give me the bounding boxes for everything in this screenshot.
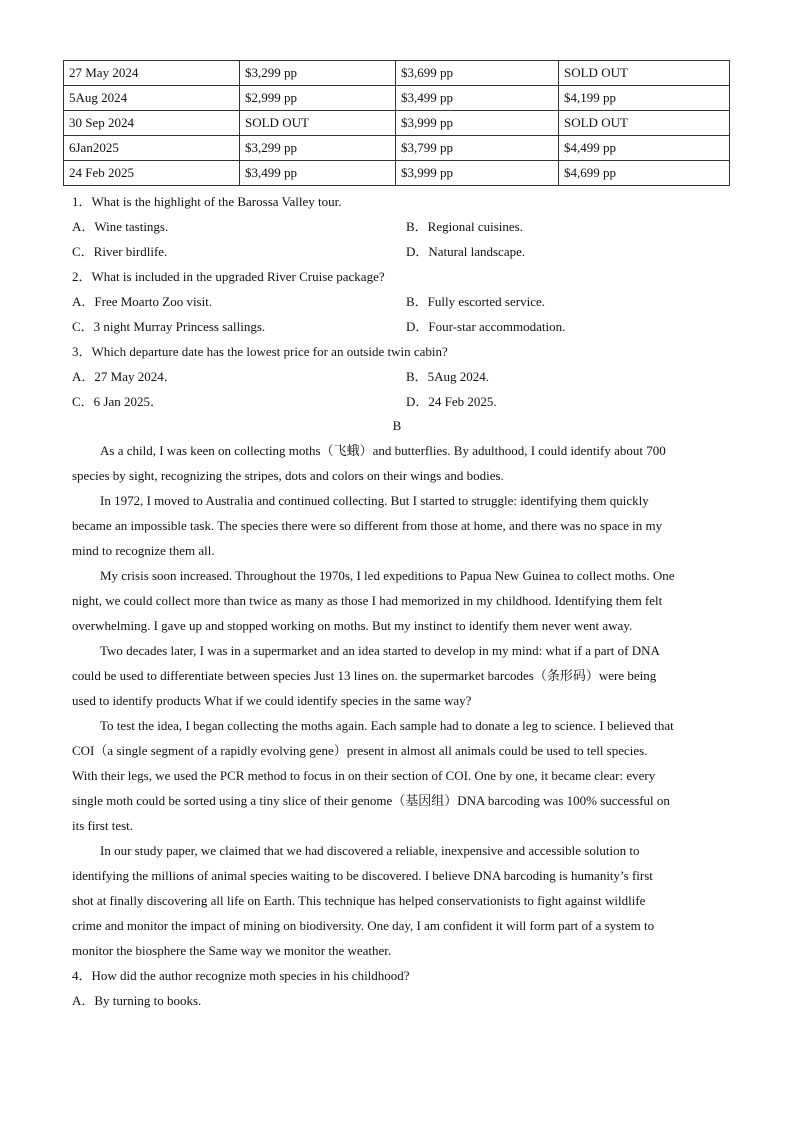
- table-cell-date: 30 Sep 2024: [64, 111, 240, 136]
- passage-line: crime and monitor the impact of mining on biodiversity. One day, I am confident it will form part of a system to: [72, 918, 655, 933]
- question-2-option-a: A．Free Moarto Zoo visit.: [72, 294, 213, 309]
- table-cell-price: SOLD OUT: [559, 111, 730, 136]
- passage-line: With their legs, we used the PCR method to focus in on their section of COI. One by one, it became clear: every: [72, 768, 656, 783]
- section-label: B: [392, 418, 402, 433]
- table-row: [64, 86, 730, 111]
- table-row: [64, 61, 730, 86]
- table-cell-price: $3,699 pp: [396, 61, 559, 86]
- question-1-option-b: B．Regional cuisines.: [406, 219, 523, 234]
- question-4-option-a: A．By turning to books.: [72, 993, 202, 1008]
- table-row: [64, 136, 730, 161]
- table-row: [64, 161, 730, 186]
- passage-line: COI（a single segment of a rapidly evolving gene）present in almost all animals could be used to tell species.: [72, 743, 648, 758]
- question-4-stem: 4．How did the author recognize moth species in his childhood?: [72, 968, 410, 983]
- passage-line: mind to recognize them all.: [72, 543, 215, 558]
- table-cell-price: $3,799 pp: [396, 136, 559, 161]
- table-cell-price: $3,299 pp: [240, 136, 396, 161]
- question-1-option-c: C．River birdlife.: [72, 244, 168, 259]
- passage-line: My crisis soon increased. Throughout the 1970s, I led expeditions to Papua New Guinea to collect moths. One: [100, 568, 675, 583]
- table-cell-price: $4,699 pp: [559, 161, 730, 186]
- passage-line: shot at finally discovering all life on Earth. This technique has helped conservationists to fight against wildlife: [72, 893, 646, 908]
- table-cell-price: $3,999 pp: [396, 161, 559, 186]
- table-cell-price: $3,499 pp: [396, 86, 559, 111]
- table-cell-price: $2,999 pp: [240, 86, 396, 111]
- passage-line: single moth could be sorted using a tiny slice of their genome（基因组）DNA barcoding was 100% successful on: [72, 793, 670, 808]
- table-cell-price: $4,499 pp: [559, 136, 730, 161]
- table-cell-price: $3,299 pp: [240, 61, 396, 86]
- table-cell-price: SOLD OUT: [240, 111, 396, 136]
- passage-line: identifying the millions of animal species waiting to be discovered. I believe DNA barcoding is humanity’s first: [72, 868, 653, 883]
- passage-line: its first test.: [72, 818, 134, 833]
- passage-line: To test the idea, I began collecting the moths again. Each sample had to donate a leg to science. I believed that: [100, 718, 674, 733]
- question-2-option-b: B．Fully escorted service.: [406, 294, 545, 309]
- table-cell-date: 6Jan2025: [64, 136, 240, 161]
- passage-line: could be used to differentiate between species Just 13 lines on. the supermarket barcodes（条形码）were being: [72, 668, 657, 683]
- question-1-option-d: D．Natural landscape.: [406, 244, 526, 259]
- passage-line: overwhelming. I gave up and stopped working on moths. But my instinct to identify them never went away.: [72, 618, 633, 633]
- question-1-stem: 1．What is the highlight of the Barossa Valley tour.: [72, 194, 342, 209]
- table-cell-date: 5Aug 2024: [64, 86, 240, 111]
- table-row: [64, 111, 730, 136]
- table-cell-date: 27 May 2024: [64, 61, 240, 86]
- passage-line: In our study paper, we claimed that we had discovered a reliable, inexpensive and accessible solution to: [100, 843, 640, 858]
- table-cell-price: $3,999 pp: [396, 111, 559, 136]
- passage-line: monitor the biosphere the Same way we monitor the weather.: [72, 943, 392, 958]
- question-3-option-d: D．24 Feb 2025.: [406, 394, 497, 409]
- passage-line: Two decades later, I was in a supermarket and an idea started to develop in my mind: what if a part of DNA: [100, 643, 660, 658]
- passage-line: species by sight, recognizing the stripes, dots and colors on their wings and bodies.: [72, 468, 504, 483]
- table-cell-date: 24 Feb 2025: [64, 161, 240, 186]
- question-3-option-a: A．27 May 2024．: [72, 369, 177, 384]
- question-1-option-a: A．Wine tastings.: [72, 219, 169, 234]
- passage-line: In 1972, I moved to Australia and continued collecting. But I started to struggle: identifying them quickly: [100, 493, 649, 508]
- table-cell-price: SOLD OUT: [559, 61, 730, 86]
- question-2-option-c: C．3 night Murray Princess sallings.: [72, 319, 266, 334]
- question-3-option-c: C．6 Jan 2025．: [72, 394, 164, 409]
- table-cell-price: $4,199 pp: [559, 86, 730, 111]
- departure-price-table: [63, 60, 730, 186]
- question-3-option-b: B．5Aug 2024.: [406, 369, 490, 384]
- question-2-option-d: D．Four-star accommodation.: [406, 319, 566, 334]
- question-2-stem: 2．What is included in the upgraded River Cruise package?: [72, 269, 385, 284]
- passage-line: night, we could collect more than twice as many as those I had memorized in my childhood. Identifying them felt: [72, 593, 663, 608]
- passage-line: used to identify products What if we could identify species in the same way?: [72, 693, 472, 708]
- passage-line: became an impossible task. The species there were so different from those at home, and there was no space in my: [72, 518, 663, 533]
- table-cell-price: $3,499 pp: [240, 161, 396, 186]
- question-3-stem: 3．Which departure date has the lowest price for an outside twin cabin?: [72, 344, 448, 359]
- passage-line: As a child, I was keen on collecting moths（飞蛾）and butterflies. By adulthood, I could identify about 700: [100, 443, 666, 458]
